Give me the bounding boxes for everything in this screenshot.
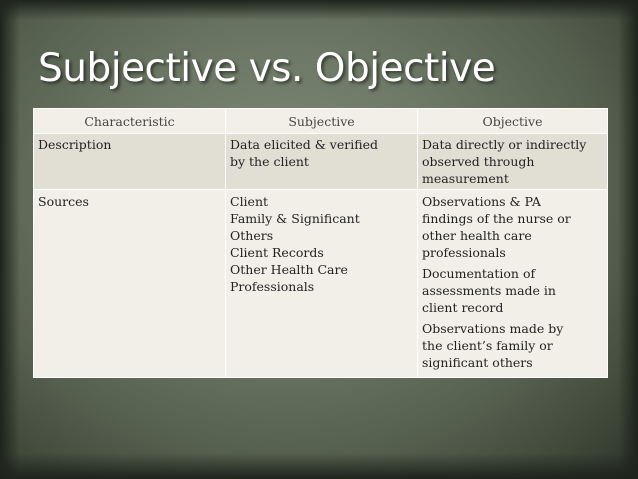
header-objective: Objective	[418, 109, 608, 134]
cell-line: Data directly or indirectly	[422, 137, 587, 152]
cell-line: significant others	[422, 355, 533, 370]
slide-border-left	[0, 0, 20, 479]
header-subjective: Subjective	[226, 109, 418, 134]
cell-objective	[418, 134, 608, 190]
cell-characteristic: Sources	[34, 190, 226, 378]
cell-characteristic: Description	[34, 134, 226, 190]
slide-border-bottom	[0, 453, 638, 479]
cell-paragraph	[422, 136, 603, 187]
cell-line: other health care	[422, 228, 532, 243]
table-row-sources	[34, 190, 608, 378]
table-row-description	[34, 134, 608, 190]
cell-paragraph	[422, 265, 603, 316]
cell-line: Documentation of	[422, 266, 536, 281]
header-characteristic: Characteristic	[34, 109, 226, 134]
cell-line: Data elicited & verified	[230, 137, 378, 152]
cell-paragraph	[422, 320, 603, 371]
table-header-row	[34, 109, 608, 134]
slide-border-top	[0, 0, 638, 20]
cell-line: Observations made by	[422, 321, 564, 336]
cell-line: by the client	[230, 154, 309, 169]
cell-line: Observations & PA	[422, 194, 541, 209]
cell-subjective	[226, 134, 418, 190]
cell-line: observed through	[422, 154, 535, 169]
cell-line: findings of the nurse or	[422, 211, 571, 226]
cell-line: Client Records	[230, 245, 324, 260]
cell-line: the client’s family or	[422, 338, 553, 353]
cell-line: Other Health Care	[230, 262, 348, 277]
cell-line: measurement	[422, 171, 509, 186]
cell-line: Others	[230, 228, 274, 243]
cell-line: Client	[230, 194, 269, 209]
cell-objective	[418, 190, 608, 378]
slide-border-right	[618, 0, 638, 479]
cell-subjective	[226, 190, 418, 378]
cell-line: Professionals	[230, 279, 315, 294]
cell-line: assessments made in	[422, 283, 556, 298]
comparison-table	[33, 108, 608, 378]
cell-line: professionals	[422, 245, 506, 260]
slide-title: Subjective vs. Objective	[38, 46, 496, 91]
cell-line: Family & Significant	[230, 211, 360, 226]
cell-paragraph	[422, 193, 603, 261]
cell-line: client record	[422, 300, 504, 315]
